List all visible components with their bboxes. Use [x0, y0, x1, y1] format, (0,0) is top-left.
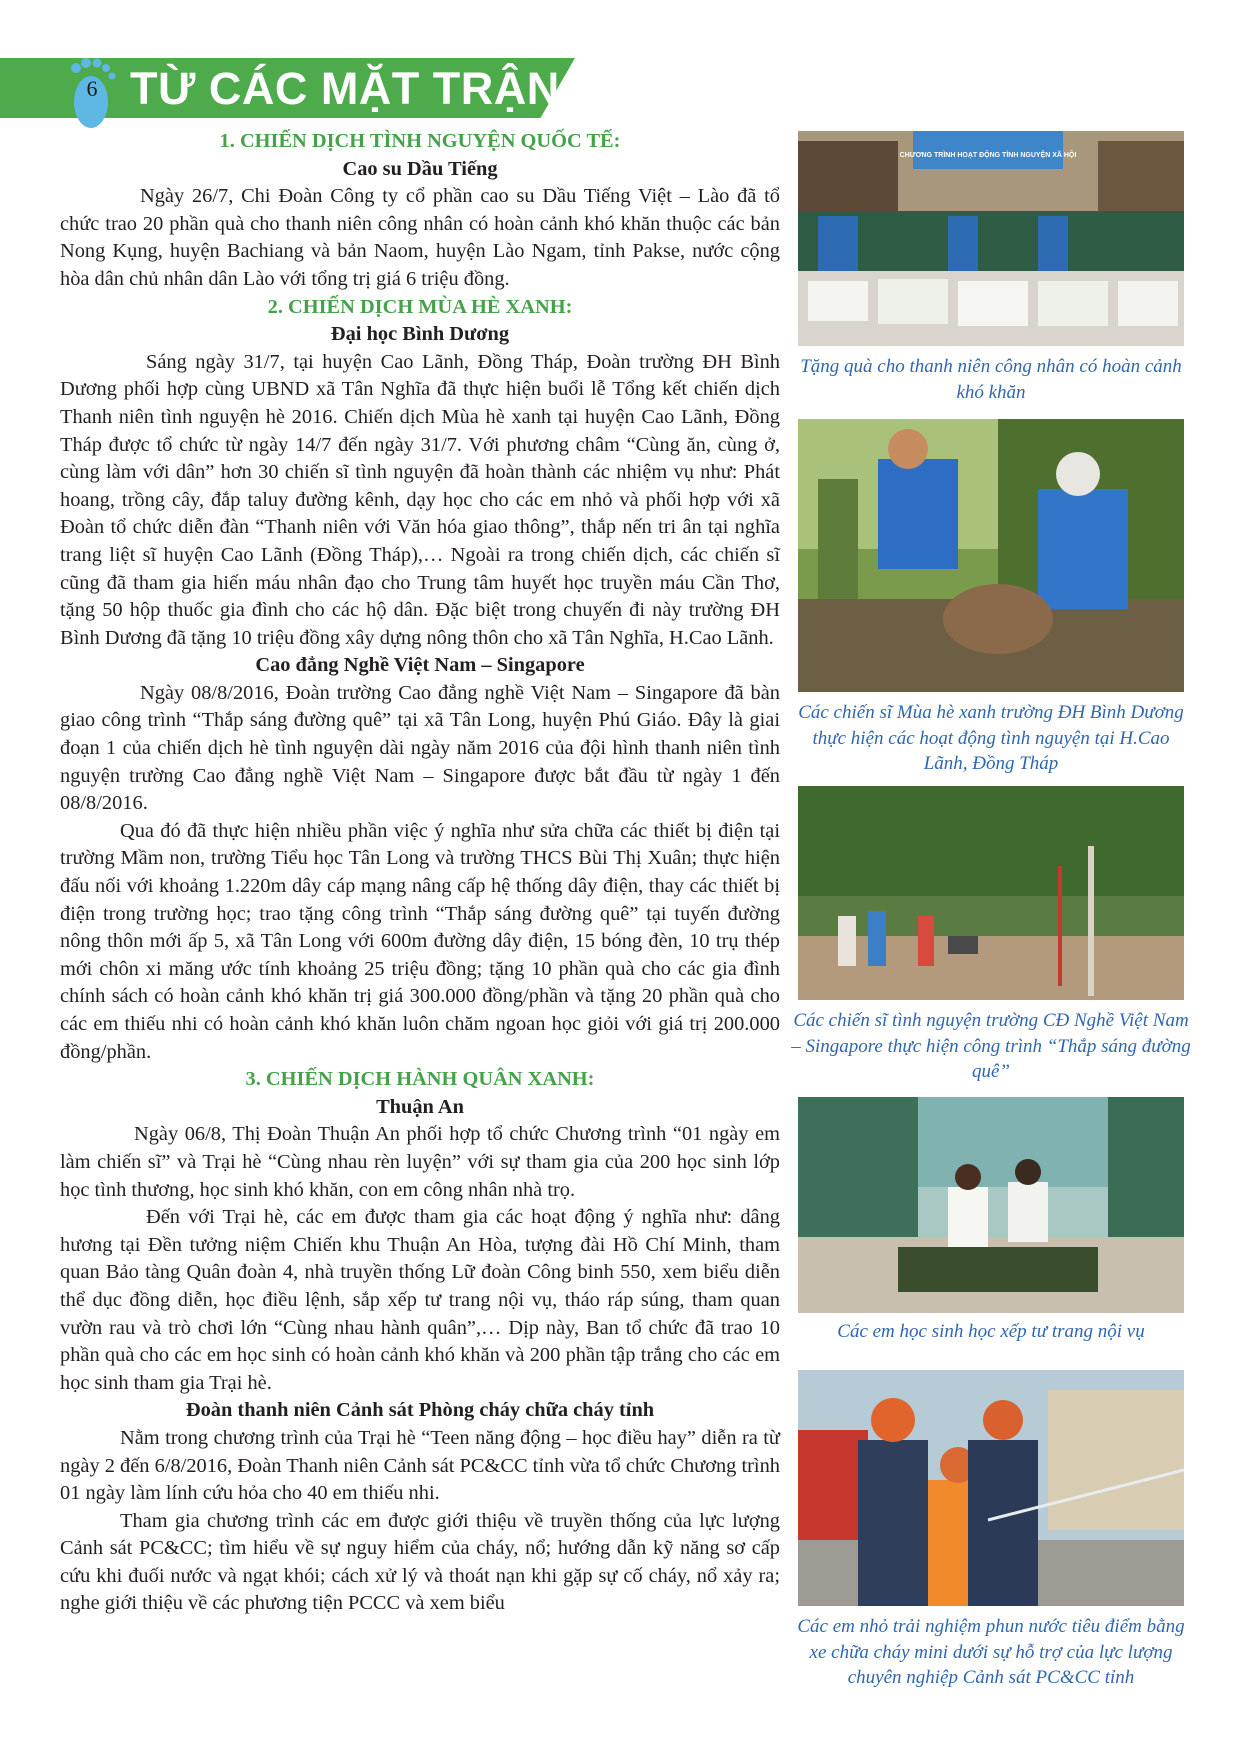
heading-international-campaign: 1. CHIẾN DỊCH TÌNH NGUYỆN QUỐC TẾ: [219, 130, 621, 152]
paragraph: Qua đó đã thực hiện nhiều phần việc ý nghĩa như sửa chữa các thiết bị điện tại trường Mầm non, trường Tiểu học Tân Long và trường THCS Bùi Thị Xuân; thực hiện đấu nối với khoảng 1.220m dây cáp mạng nâng cấp hệ thống dây điện, thay các thiết bị điện trong trường học; trao tặng công trình “Thắp sáng đường quê” tại tuyến đường nông thôn mới ấp 5, xã Tân Long với 600m đường dây điện, 15 bóng đèn, 10 trụ thép mới chôn xi măng ước tính khoảng 25 triệu đồng; tặng 10 phần quà cho các gia đình chính sách có hoàn cảnh khó khăn trị giá 300.000 đồng/phần và tặng 20 phần quà cho các em thiếu nhi có hoàn cảnh khó khăn luôn chăm ngoan học giỏi với giá trị 200.000 đồng/phần. [60, 819, 780, 1063]
caption-gift-giving: Tặng quà cho thanh niên công nhân có hoàn cảnh khó khăn [800, 356, 1182, 403]
article-body [60, 128, 780, 1618]
page-number: 6 [86, 76, 98, 101]
paragraph: Tham gia chương trình các em được giới thiệu về truyền thống của lực lượng Cảnh sát PC&CC; tìm hiểu về sự nguy hiểm của cháy, nổ; hướng dẫn kỹ năng sơ cấp cứu khi đuối nước và ngạt khói; cách xử lý và thoát nạn khi gặp sự cố cháy, nổ xảy ra; nghe giới thiệu về các phương tiện PCCC và xem biểu [60, 1509, 780, 1615]
photo-gift-giving [798, 131, 1184, 346]
subheading-dau-tieng: Cao su Dầu Tiếng [342, 157, 498, 180]
subheading-binh-duong-university: Đại học Bình Dương [330, 323, 510, 346]
caption-students-arranging: Các em học sinh học xếp tư trang nội vụ [837, 1321, 1145, 1342]
photo-green-summer-volunteers [798, 419, 1184, 692]
subheading-thuan-an: Thuận An [376, 1095, 464, 1118]
heading-green-summer: 2. CHIẾN DỊCH MÙA HÈ XANH: [267, 295, 573, 318]
heading-green-march: 3. CHIẾN DỊCH HÀNH QUÂN XANH: [245, 1068, 595, 1091]
subheading-vn-singapore-college: Cao đẳng Nghề Việt Nam – Singapore [255, 654, 585, 677]
caption-green-summer: Các chiến sĩ Mùa hè xanh trường ĐH Bình Dương thực hiện các hoạt động tình nguyện tại H.Cao Lãnh, Đồng Tháp [798, 702, 1184, 774]
paragraph: Ngày 06/8, Thị Đoàn Thuận An phối hợp tổ chức Chương trình “01 ngày em làm chiến sĩ” và Trại hè “Cùng nhau rèn luyện” với sự tham gia của 200 học sinh lớp học tình thương, học sinh khó khăn, con em công nhân nhà trọ. [60, 1123, 780, 1201]
photo-lighting-road [798, 786, 1184, 1000]
paragraph: Ngày 08/8/2016, Đoàn trường Cao đẳng nghề Việt Nam – Singapore đã bàn giao công trình “Thắp sáng đường quê” tại xã Tân Long, huyện Phú Giáo. Đây là giai đoạn 1 của chiến dịch hè tình nguyện dài ngày năm 2016 của đội hình thanh niên tình nguyện trường Cao đẳng nghề Việt Nam – Singapore được bắt đầu từ ngày 1 đến 08/8/2016. [60, 681, 780, 815]
subheading-fire-police-youth: Đoàn thanh niên Cảnh sát Phòng cháy chữa cháy tỉnh [185, 1399, 655, 1422]
paragraph: Nằm trong chương trình của Trại hè “Teen năng động – học điều hay” diễn ra từ ngày 2 đến 6/8/2016, Đoàn Thanh niên Cảnh sát PC&CC tỉnh vừa tổ chức Chương trình 01 ngày làm lính cứu hỏa cho 40 em thiếu nhi. [60, 1426, 780, 1505]
section-title: TỪ CÁC MẶT TRẬN [130, 63, 560, 114]
paragraph: Sáng ngày 31/7, tại huyện Cao Lãnh, Đồng Tháp, Đoàn trường ĐH Bình Dương phối hợp cùng UBND xã Tân Nghĩa đã thực hiện buổi lễ Tổng kết chiến dịch Thanh niên tình nguyện hè 2016. Chiến dịch Mùa hè xanh tại huyện Cao Lãnh, Đồng Tháp được tổ chức từ ngày 14/7 đến ngày 31/7. Với phương châm “Cùng ăn, cùng ở, cùng làm với dân” hơn 30 chiến sĩ tình nguyện đã hoàn thành các nhiệm vụ như: Phát hoang, trồng cây, đắp taluy đường kênh, dạy học cho các em nhỏ và phối hợp với xã Đoàn tổ chức diễn đàn “Thanh niên với Văn hóa giao thông”, thắp nến tri ân tại nghĩa trang liệt sĩ huyện Cao Lãnh (Đồng Tháp),… Ngoài ra trong chiến dịch, các chiến sĩ cũng đã tham gia hiến máu nhân đạo cho Trung tâm huyết học truyền máu Cần Thơ, tặng 50 hộp thuốc gia đình cho các hộ dân. Đặc biệt trong chuyến đi này trường ĐH Bình Dương đã tặng 10 triệu đồng xây dựng nông thôn cho xã Tân Nghĩa, H.Cao Lãnh. [60, 350, 780, 649]
caption-lighting-road: Các chiến sĩ tình nguyện trường CĐ Nghề Việt Nam – Singapore thực hiện công trình “Thắp sáng đường quê” [791, 1010, 1191, 1082]
paragraph: Ngày 26/7, Chi Đoàn Công ty cổ phần cao su Dầu Tiếng Việt – Lào đã tổ chức trao 20 phần quà cho thanh niên công nhân có hoàn cảnh khó khăn thuộc các bản Nong Kụng, huyện Bachiang và bản Naom, huyện Lào Ngam, tỉnh Pakse, nước cộng hòa dân chủ nhân dân Lào với tổng trị giá 6 triệu đồng. [60, 185, 780, 290]
paragraph: Đến với Trại hè, các em được tham gia các hoạt động ý nghĩa như: dâng hương tại Đền tưởng niệm Chiến khu Thuận An Hòa, tượng đài Hồ Chí Minh, tham quan Bảo tàng Quân đoàn 4, nhà truyền thống Lữ đoàn Công binh 550, xem biểu diễn thể dục đồng diễn, học điều lệnh, sắp xếp tư trang nội vụ, tháo ráp súng, tham quan vườn rau và trò chơi lớn “Cùng nhau hành quân”,… Dịp này, Ban tổ chức đã trao 10 phần quà cho các em học sinh có hoàn cảnh khó khăn và 200 phần tập trắng cho các em học sinh tham gia Trại hè. [60, 1206, 780, 1394]
photo-fire-fighting [798, 1370, 1184, 1606]
caption-fire-fighting: Các em nhỏ trải nghiệm phun nước tiêu điểm bằng xe chữa cháy mini dưới sự hỗ trợ của lực lượng chuyên nghiệp Cảnh sát PC&CC tỉnh [797, 1616, 1185, 1688]
svg-text:CHƯƠNG TRÌNH HOẠT ĐỘNG TÌNH NG: CHƯƠNG TRÌNH HOẠT ĐỘNG TÌNH NGUYỆN XÃ HỘI [899, 152, 1077, 159]
photo-students-arranging [798, 1097, 1184, 1313]
